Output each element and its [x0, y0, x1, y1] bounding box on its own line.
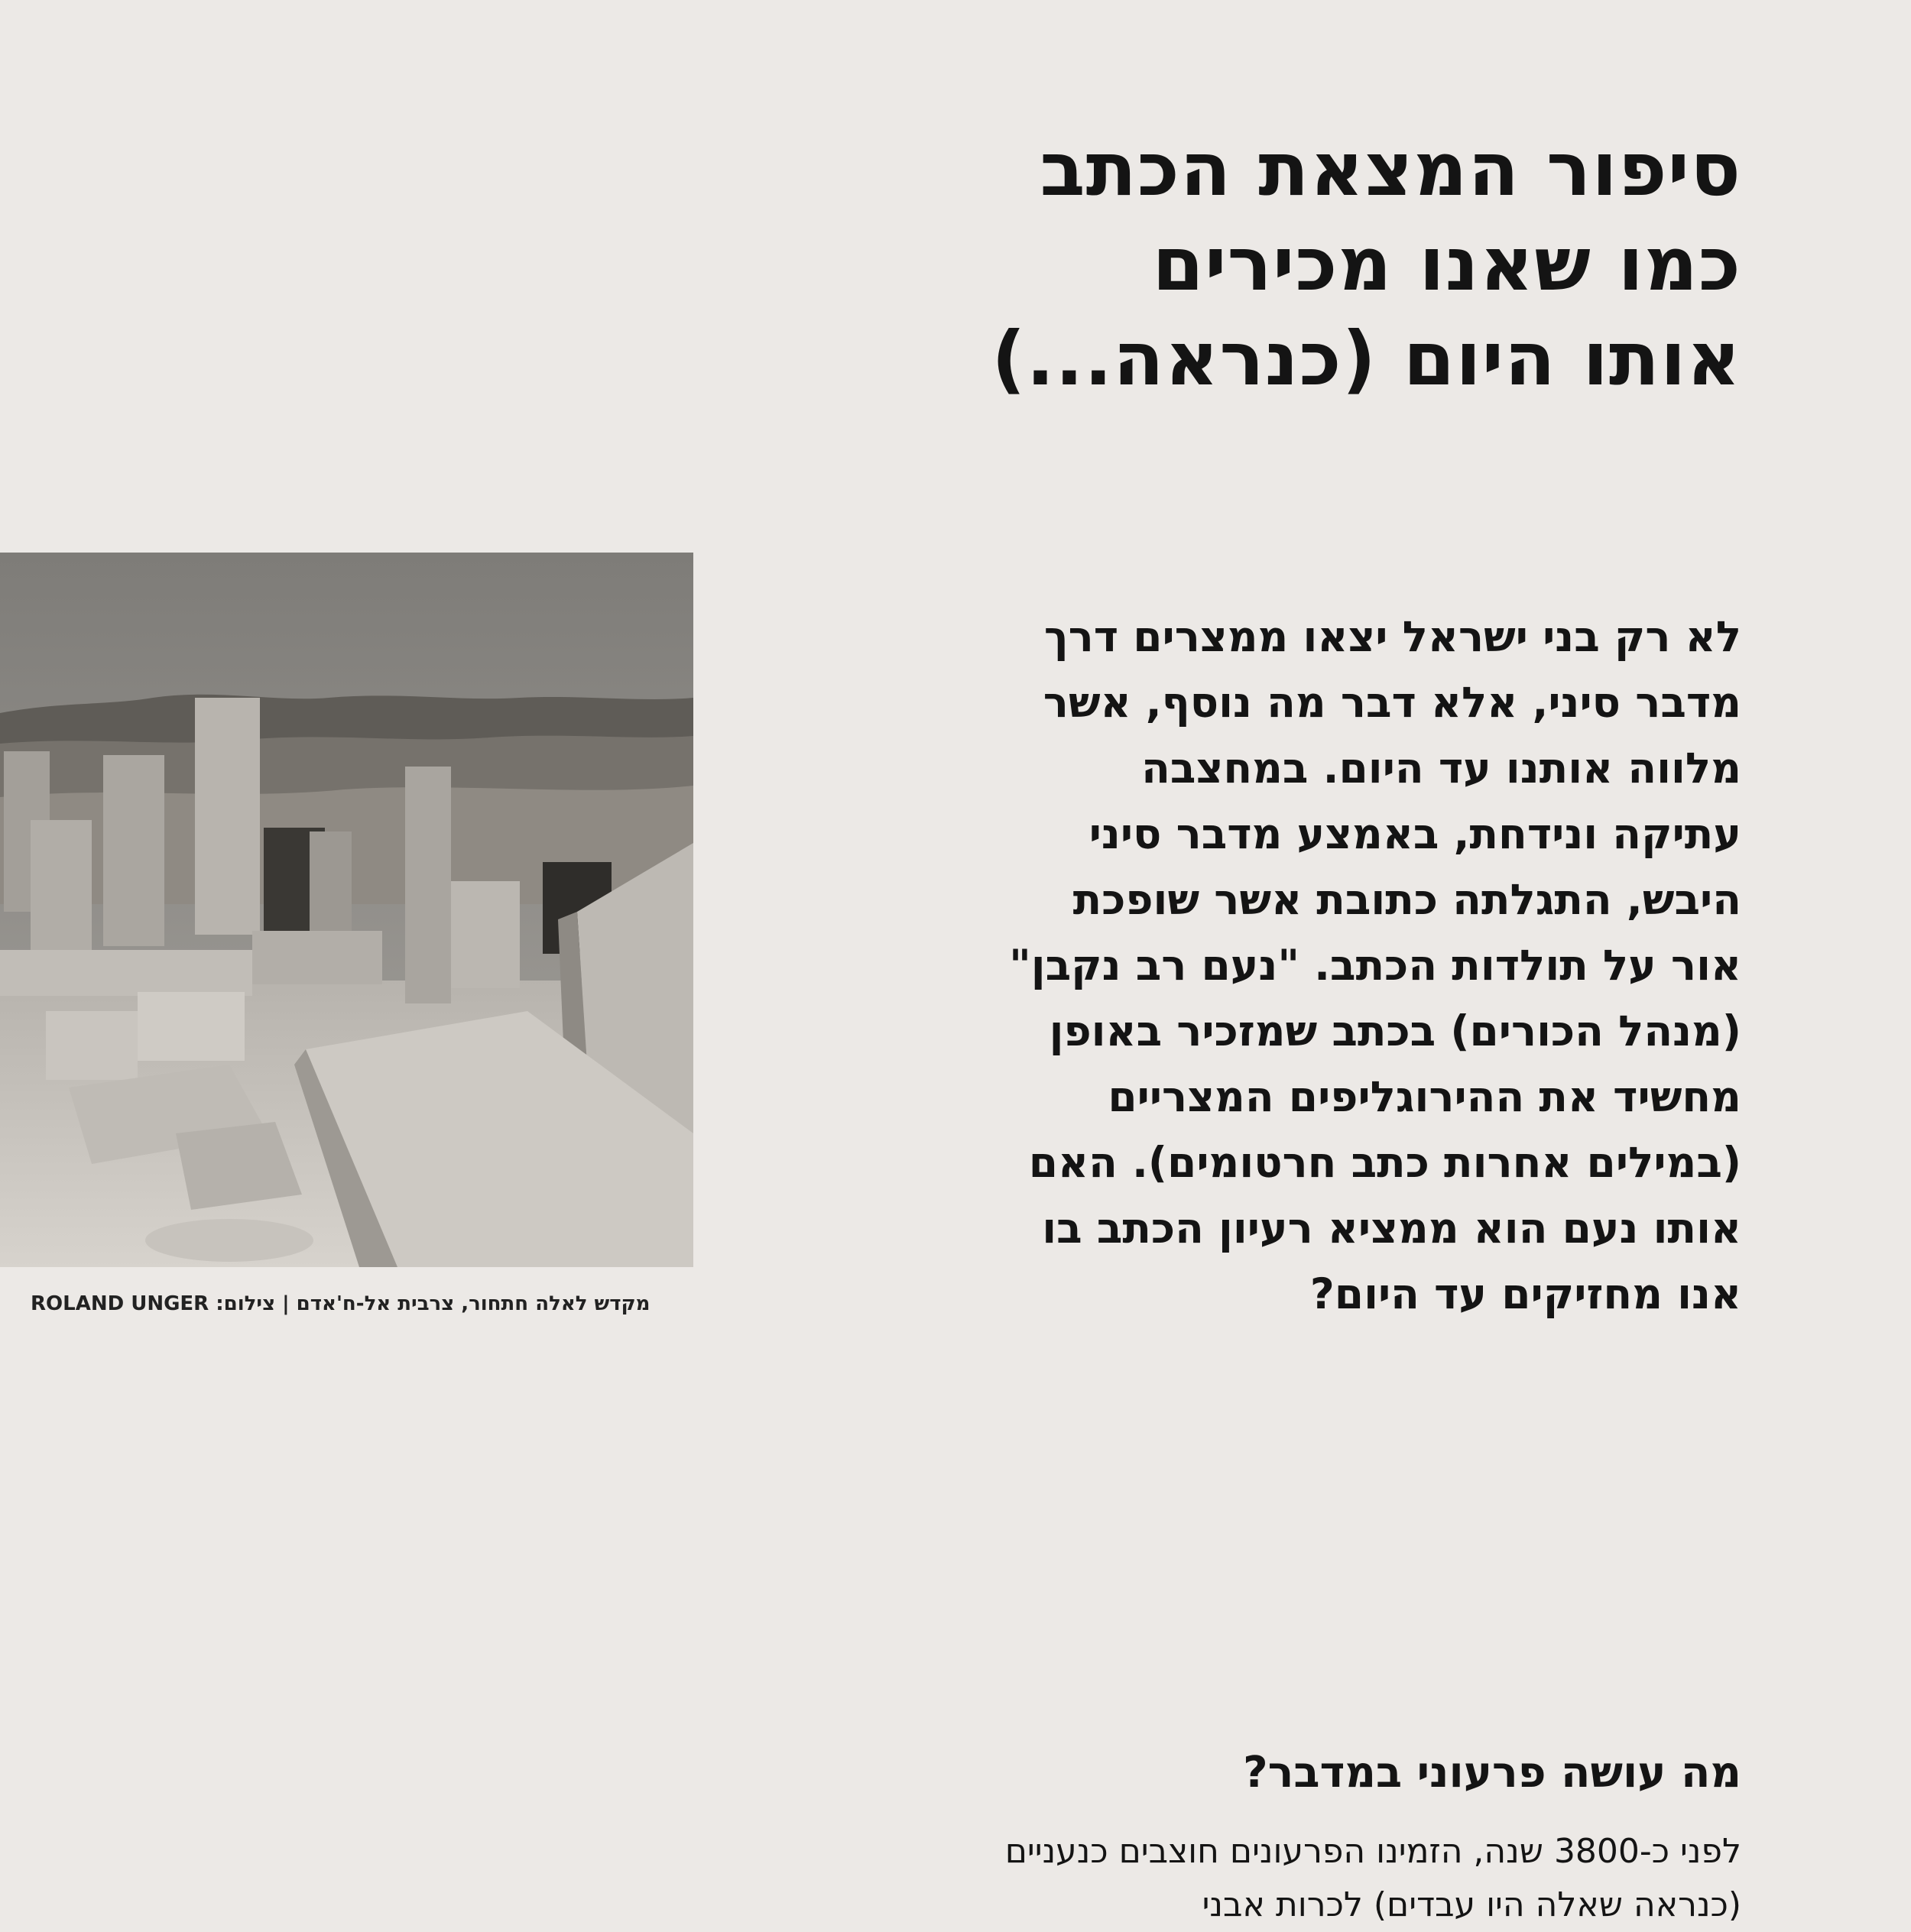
- section-body: לפני כ-3800 שנה, הזמינו הפרעונים חוצבים כנעניים (כנראה שאלה היו עבדים) לכרות אבני: [1004, 1832, 1741, 1924]
- photo-caption: מקדש לאלה חתחור, צרבית אל-ח'אדם | צילום: ROLAND UNGER: [31, 1292, 651, 1315]
- article-intro: לא רק בני ישראל יצאו ממצרים דרך מדבר סיני, אלא דבר מה נוסף, אשר מלווה אותנו עד היום. במחצבה עתיקה ונידחת, באמצע מדבר סיני היבש, התגלתה כתובת אשר שופכת אור על תולדות הכתב. "נעם רב נקבן" (מנהל הכורים) בכתב שמזכיר באופן מחשיד את ההירוגליפים המצריים (במילים אחרות כתב חרטומים). האם אותו נעם הוא ממציא רעיון הכתב בו אנו מחזיקים עד היום?: [1009, 612, 1741, 1318]
- temple-photo: [0, 553, 693, 1267]
- article-title: סיפור המצאת הכתב כמו שאנו מכירים אותו היום (כנראה...): [991, 126, 1741, 402]
- section-heading: מה עושה פרעוני במדבר?: [1243, 1748, 1741, 1797]
